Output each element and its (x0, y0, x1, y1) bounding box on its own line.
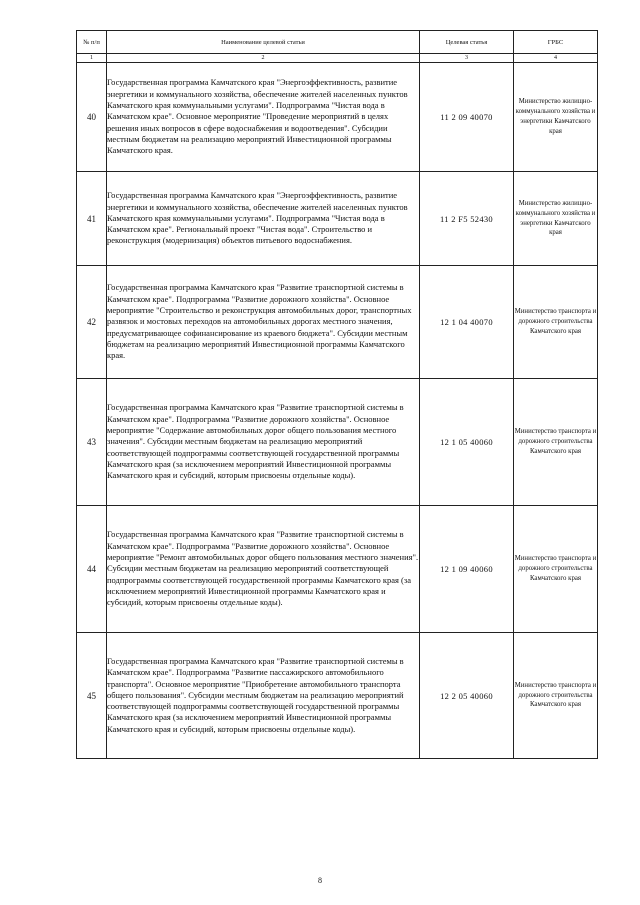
column-number: 4 (514, 54, 598, 63)
column-number: 1 (77, 54, 107, 63)
page-number: 8 (318, 876, 322, 885)
target-item-name: Государственная программа Камчатского края "Развитие транспортной системы в Камчатском крае". Подпрограмма "Развитие дорожного хозяйства". Основное мероприятие "Строительство и реконструкция автомобильных дорог, транспортных развязок и мостовых переходов на автомобильных дорогах местного значения, предусматривающее софинансирование из краевого бюджета". Субсидии местным бюджетам на реализацию мероприятий Инвестиционной программы Камчатского края. (107, 266, 420, 379)
target-item-code: 11 2 09 40070 (420, 63, 514, 172)
table-row (77, 172, 598, 266)
target-item-name: Государственная программа Камчатского края "Развитие транспортной системы в Камчатском крае". Подпрограмма "Развитие дорожного хозяйства". Основное мероприятие "Содержание автомобильных дорог общего пользования местного значения". Субсидии местным бюджетам на реализацию мероприятий соответствующей подпрограммы соответствующей государственной программы Камчатского края (за исключением мероприятий Инвестиционной программы Камчатского края и субсидий, которым присвоены отдельные коды). (107, 379, 420, 506)
target-item-name: Государственная программа Камчатского края "Энергоэффективность, развитие энергетики и коммунального хозяйства, обеспечение жителей населенных пунктов Камчатского края коммунальными услугами". Подпрограмма "Чистая вода в Камчатском крае". Основное мероприятие "Проведение мероприятий в целях решения иных вопросов в сфере водоснабжения и водоотведения". Субсидии местным бюджетам на реализацию мероприятий Инвестиционной программы Камчатского края. (107, 63, 420, 172)
target-item-name: Государственная программа Камчатского края "Развитие транспортной системы в Камчатском крае". Подпрограмма "Развитие дорожного хозяйства". Основное мероприятие "Ремонт автомобильных дорог общего пользования местного значения". Субсидии местным бюджетам на реализацию мероприятий соответствующей подпрограммы соответствующей государственной программы Камчатского края (за исключением мероприятий Инвестиционной программы Камчатского края и субсидий, которым присвоены отдельные коды). (107, 506, 420, 633)
row-number: 45 (77, 633, 107, 759)
table-row (77, 63, 598, 172)
header-row (77, 31, 598, 54)
row-number: 41 (77, 172, 107, 266)
row-number: 43 (77, 379, 107, 506)
row-number: 44 (77, 506, 107, 633)
header-name: Наименование целевой статьи (107, 31, 420, 54)
table-row (77, 266, 598, 379)
grbs-ministry: Министерство транспорта и дорожного строительства Камчатского края (514, 633, 598, 759)
target-item-name: Государственная программа Камчатского края "Развитие транспортной системы в Камчатском крае". Подпрограмма "Развитие пассажирского автомобильного транспорта". Основное мероприятие "Приобретение автомобильного транспорта общего пользования". Субсидии местным бюджетам на реализацию мероприятий соответствующей подпрограммы соответствующей государственной программы Камчатского края (за исключением мероприятий Инвестиционной программы Камчатского края и субсидий, которым присвоены отдельные коды). (107, 633, 420, 759)
target-item-code: 12 2 05 40060 (420, 633, 514, 759)
column-number: 3 (420, 54, 514, 63)
target-item-code: 12 1 04 40070 (420, 266, 514, 379)
target-item-code: 12 1 09 40060 (420, 506, 514, 633)
grbs-ministry: Министерство транспорта и дорожного строительства Камчатского края (514, 266, 598, 379)
grbs-ministry: Министерство жилищно-коммунального хозяйства и энергетики Камчатского края (514, 172, 598, 266)
row-number: 40 (77, 63, 107, 172)
table-row (77, 379, 598, 506)
column-number-row (77, 54, 598, 63)
row-number: 42 (77, 266, 107, 379)
target-item-code: 12 1 05 40060 (420, 379, 514, 506)
grbs-ministry: Министерство транспорта и дорожного строительства Камчатского края (514, 506, 598, 633)
table-row (77, 506, 598, 633)
table-row (77, 633, 598, 759)
header-code: Целевая статья (420, 31, 514, 54)
target-item-code: 11 2 F5 52430 (420, 172, 514, 266)
grbs-ministry: Министерство жилищно-коммунального хозяйства и энергетики Камчатского края (514, 63, 598, 172)
header-grbs: ГРБС (514, 31, 598, 54)
budget-classification-table (76, 30, 598, 759)
grbs-ministry: Министерство транспорта и дорожного строительства Камчатского края (514, 379, 598, 506)
column-number: 2 (107, 54, 420, 63)
header-num: № п/п (77, 31, 107, 54)
target-item-name: Государственная программа Камчатского края "Энергоэффективность, развитие энергетики и коммунального хозяйства, обеспечение жителей населенных пунктов Камчатского края коммунальными услугами". Подпрограмма "Чистая вода в Камчатском крае". Региональный проект "Чистая вода". Строительство и реконструкция (модернизация) объектов питьевого водоснабжения. (107, 172, 420, 266)
